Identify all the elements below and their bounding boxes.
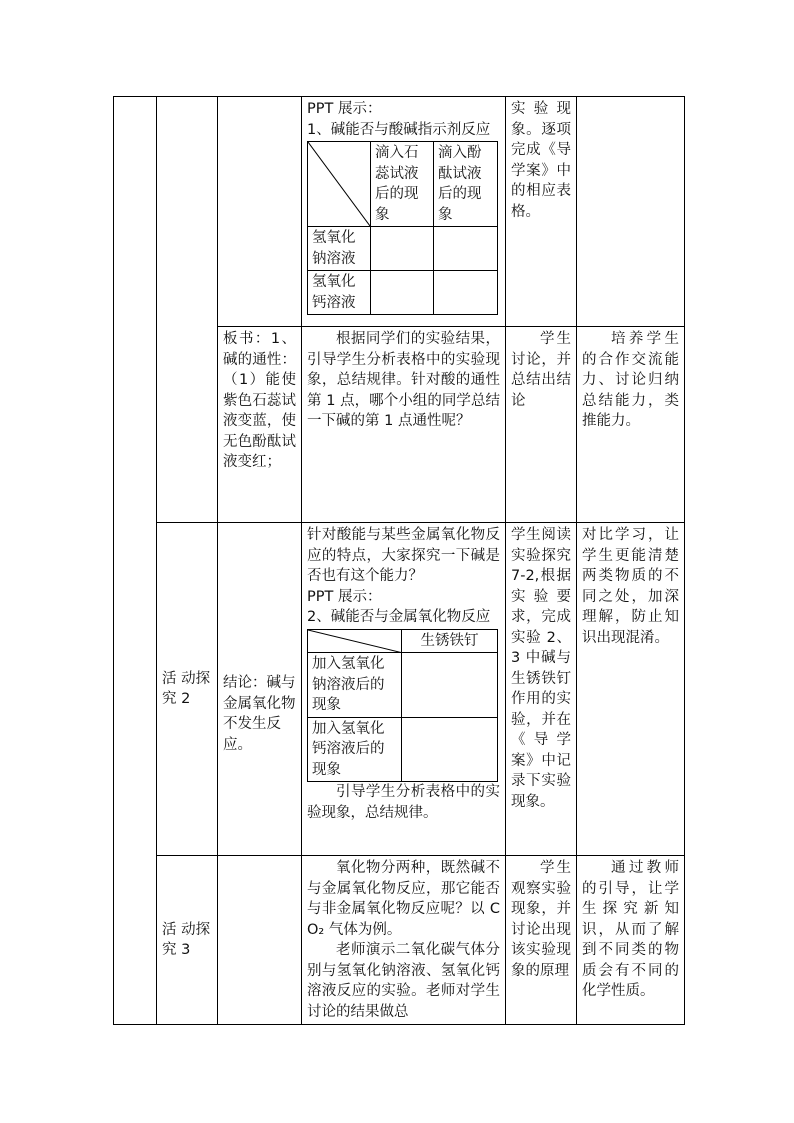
ppt-label: PPT 展示： — [307, 588, 382, 605]
table-cell — [434, 271, 498, 315]
diagonal-header-cell — [308, 629, 402, 653]
intro-text: 针对酸能与某些金属氧化物反应的特点，大家探究一下碱是否也有这个能力？ — [307, 527, 500, 584]
board-cell — [218, 856, 302, 1025]
board-cell — [218, 97, 302, 327]
activity-label-cell: 活 动探究 3 — [157, 856, 218, 1025]
teacher-activity-cell: 根据同学们的实验结果，引导学生分析表格中的实验现象，总结规律。针对酸的通性第 1 点，哪个小组的同学总结一下碱的第 1 点通性呢？ — [302, 327, 506, 523]
activity-cell — [157, 97, 218, 523]
table-cell — [371, 227, 434, 271]
paragraph: 老师演示二氧化碳气体分别与氢氧化钠溶液、氢氧化钙溶液反应的实验。老师对学生讨论的结果做总 — [307, 942, 500, 1020]
indicator-table — [307, 141, 498, 315]
column-header: 滴入石蕊试液后的现象 — [371, 142, 434, 227]
column-header: 滴入酚酞试液后的现象 — [434, 142, 498, 227]
experiment-title: 1、碱能否与酸碱指示剂反应 — [307, 121, 491, 138]
table-cell — [402, 653, 498, 718]
student-activity-cell: 学生观察实验现象，并讨论出现该实验现象的原理 — [506, 856, 577, 1025]
student-activity-cell: 学生阅读实验探究7-2,根据实验要求，完成实验 2、3 中碱与生锈铁钉作用的实验，并在《导学案》中记录下实验现象。 — [506, 523, 577, 856]
teacher-activity-cell — [302, 97, 506, 327]
summary-text: 引导学生分析表格中的实验现象，总结规律。 — [307, 784, 500, 821]
board-cell: 板书：1、碱的通性：（1）能使紫色石蕊试液变蓝，使无色酚酞试液变红； — [218, 327, 302, 523]
table-row — [114, 97, 685, 327]
column-header: 生锈铁钉 — [402, 629, 498, 653]
student-activity-cell: 实验现象。逐项完成《导学案》中的相应表格。 — [506, 97, 577, 327]
paragraph: 氧化物分两种，既然碱不与金属氧化物反应，那它能否与非金属氧化物反应呢？以 CO₂ 气体为例。 — [307, 860, 500, 938]
table-cell — [434, 227, 498, 271]
stage-cell — [114, 97, 157, 1025]
table-row — [114, 523, 685, 856]
teacher-activity-cell — [302, 523, 506, 856]
student-activity-cell: 学生讨论，并总结出结论 — [506, 327, 577, 523]
rusty-nail-table — [307, 629, 498, 783]
teacher-activity-cell — [302, 856, 506, 1025]
activity-label-cell: 活 动探究 2 — [157, 523, 218, 856]
row-header: 加入氢氧化钠溶液后的现象 — [308, 653, 402, 718]
design-intent-cell: 对比学习，让学生更能清楚两类物质的不同之处，加深理解，防止知识出现混淆。 — [577, 523, 685, 856]
experiment-title: 2、碱能否与金属氧化物反应 — [307, 609, 491, 625]
design-intent-cell — [577, 97, 685, 327]
design-intent-cell: 通过教师的引导，让学生探究新知识，从而了解到不同类的物质会有不同的化学性质。 — [577, 856, 685, 1025]
row-header: 氢氧化钠溶液 — [308, 227, 371, 271]
row-header: 氢氧化钙溶液 — [308, 271, 371, 315]
row-header: 加入氢氧化钙溶液后的现象 — [308, 717, 402, 782]
diagonal-header-cell — [308, 142, 371, 227]
table-cell — [371, 271, 434, 315]
ppt-label: PPT 展示： — [307, 101, 382, 117]
lesson-plan-table — [113, 96, 685, 1025]
table-cell — [402, 717, 498, 782]
design-intent-cell: 培养学生的合作交流能力、讨论归纳总结能力，类推能力。 — [577, 327, 685, 523]
table-row — [114, 856, 685, 1025]
conclusion-cell: 结论：碱与金属氧化物不发生反应。 — [218, 523, 302, 856]
